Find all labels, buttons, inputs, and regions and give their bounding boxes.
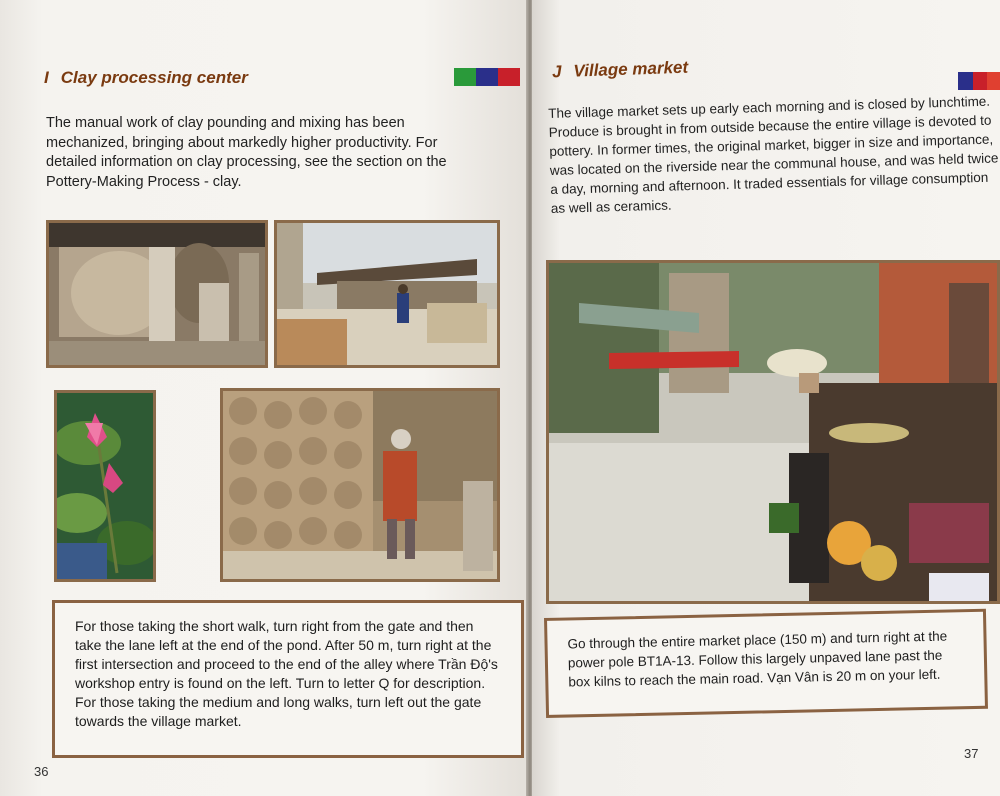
right-heading bbox=[552, 58, 689, 83]
left-directions-box bbox=[52, 600, 524, 758]
right-color-bar bbox=[958, 72, 1000, 90]
right-directions-text: Go through the entire market place (150 m) and turn right at the power pole BT1A-13. Follow this largely unpaved lane past the box kilns to reach the main road. Vạn Vân is 20 m on your left. bbox=[567, 628, 948, 690]
photo-lotus-flower bbox=[54, 390, 156, 582]
right-page-number: 37 bbox=[964, 746, 979, 761]
photo-clay-wall-worker bbox=[220, 388, 500, 582]
photo-clay-mixer bbox=[46, 220, 268, 368]
left-color-bar bbox=[454, 68, 520, 86]
right-heading-letter: J bbox=[551, 62, 562, 82]
left-directions-short-walk: For those taking the short walk, turn right from the gate and then take the lane left at the end of the pond. After 50 m, turn right at the first intersection and proceed to the end of the alley where Trần Độ's workshop entry is found on the left. Turn to letter Q for description. bbox=[75, 618, 498, 691]
right-directions-box bbox=[544, 609, 988, 718]
right-page bbox=[532, 0, 1000, 796]
left-page-number: 36 bbox=[34, 764, 49, 779]
photo-village-market bbox=[546, 260, 1000, 604]
right-body-text: The village market sets up early each morning and is closed by lunchtime. Produce is brought in from outside because the entire village is devoted to pottery. In former times, the original market, bigger in size and importance, was located on the riverside near the communal house, and was held twice a day, morning and afternoon. It traded essentials for village consumption as well as ceramics. bbox=[548, 93, 999, 216]
right-heading-title: Village market bbox=[573, 57, 689, 81]
left-heading bbox=[44, 68, 248, 88]
left-heading-title: Clay processing center bbox=[60, 68, 248, 87]
photo-workshop-lane bbox=[274, 220, 500, 368]
left-body-text: The manual work of clay pounding and mixing has been mechanized, bringing about markedly higher productivity. For detailed information on clay processing, see the section on the Pottery-Making Process - clay. bbox=[46, 115, 447, 190]
left-heading-letter: I bbox=[44, 68, 49, 87]
left-directions-medium-long-walk: For those taking the medium and long walks, turn left out the gate towards the village market. bbox=[75, 694, 482, 729]
